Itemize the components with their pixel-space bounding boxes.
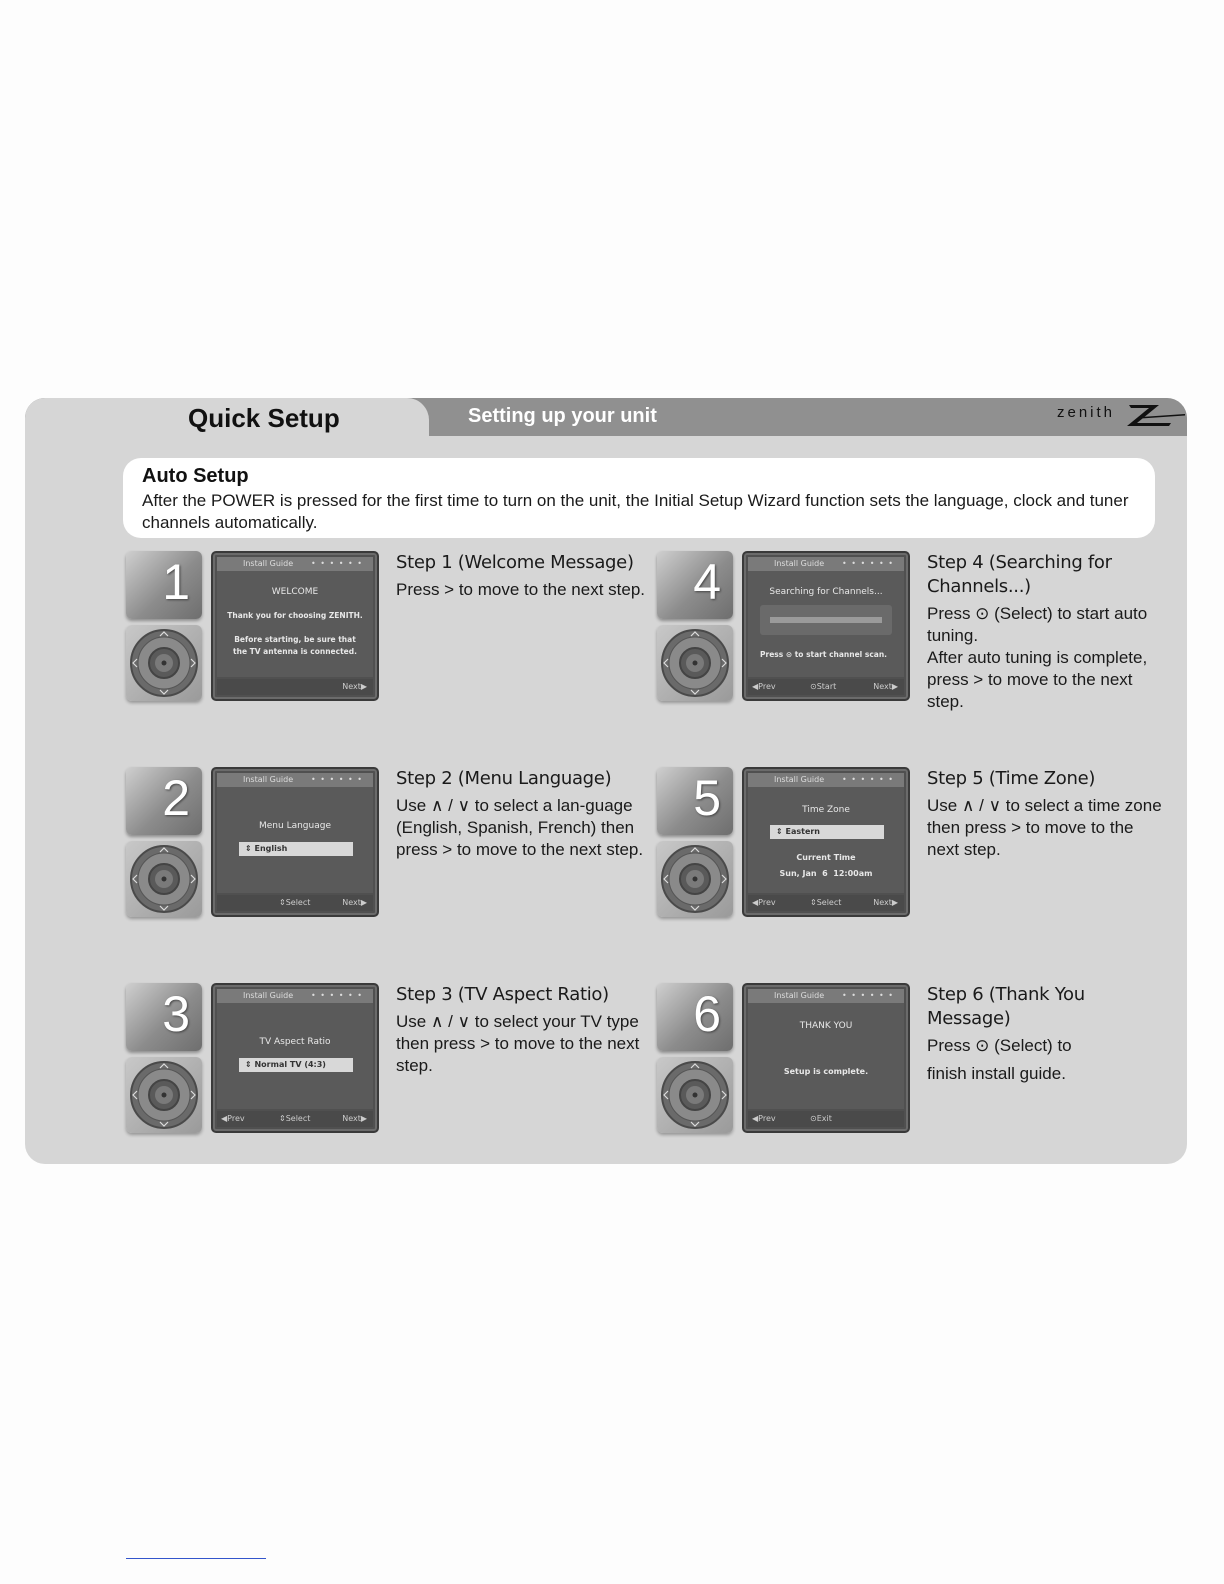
dpad-graphic xyxy=(126,1057,202,1133)
step-text xyxy=(396,767,662,861)
step-description: Press > to move to the next step. xyxy=(396,580,645,599)
prev-hint: ◀Prev xyxy=(752,1114,776,1123)
step-number-tile xyxy=(126,767,202,835)
screen-header xyxy=(217,989,373,1003)
dpad-graphic xyxy=(657,841,733,917)
step-description: Press ⊙ (Select) to start auto tuning. xyxy=(927,604,1148,645)
page-title: Quick Setup xyxy=(188,403,340,433)
step-description: Use ∧ / ∨ to select a time zone then press > to move to the next step. xyxy=(927,796,1162,859)
dpad-graphic xyxy=(126,841,202,917)
screen-header xyxy=(748,989,904,1003)
step-heading: Step 1 (Welcome Message) xyxy=(396,552,634,573)
next-hint: Next▶ xyxy=(342,1114,367,1123)
tv-screen xyxy=(742,551,910,701)
tv-screen xyxy=(742,767,910,917)
step-number-tile xyxy=(126,551,202,619)
install-guide-label: Install Guide xyxy=(243,991,294,1000)
step-number-tile xyxy=(657,983,733,1051)
screen-header xyxy=(217,557,373,571)
step-number: 4 xyxy=(693,554,721,610)
screen-title: THANK YOU xyxy=(799,1021,853,1031)
step-description: After auto tuning is complete, press > to move to the next step. xyxy=(927,648,1148,711)
screen-label: Searching for Channels... xyxy=(769,587,883,597)
screen-label: TV Aspect Ratio xyxy=(259,1037,331,1047)
timezone-select: ⇕ Eastern xyxy=(770,825,884,839)
step-3 xyxy=(126,983,666,1135)
current-time-label: Current Time xyxy=(796,853,856,862)
screen-title: WELCOME xyxy=(271,587,319,597)
screen-footer xyxy=(217,1111,373,1127)
next-hint: Next▶ xyxy=(873,682,898,691)
step-text xyxy=(396,551,662,601)
tv-screen xyxy=(742,983,910,1133)
screen-line: the TV antenna is connected. xyxy=(233,647,357,656)
step-number: 3 xyxy=(162,986,190,1042)
screen-body xyxy=(748,571,904,677)
step-text xyxy=(396,983,662,1077)
remote-dpad-icon xyxy=(126,1057,202,1133)
aspect-select: ⇕ Normal TV (4:3) xyxy=(239,1058,353,1072)
step-description: finish install guide. xyxy=(927,1064,1066,1083)
prev-hint: ◀Prev xyxy=(752,898,776,907)
select-hint: ⇕Select xyxy=(279,1114,311,1123)
progress-dots: • • • • • • xyxy=(841,775,894,784)
install-guide-label: Install Guide xyxy=(774,559,825,568)
auto-setup-title: Auto Setup xyxy=(142,465,249,487)
zenith-z-icon xyxy=(1123,402,1187,428)
screen-footer xyxy=(748,679,904,695)
step-number: 5 xyxy=(693,770,721,826)
step-number-tile xyxy=(657,551,733,619)
remote-dpad-icon xyxy=(657,841,733,917)
auto-setup-box xyxy=(123,458,1155,538)
step-heading: Step 6 (Thank You Message) xyxy=(927,984,1085,1029)
remote-dpad-icon xyxy=(657,1057,733,1133)
install-guide-label: Install Guide xyxy=(774,991,825,1000)
install-guide-label: Install Guide xyxy=(243,559,294,568)
screen-label: Time Zone xyxy=(802,805,850,815)
screen-footer xyxy=(748,895,904,911)
prev-hint: ◀Prev xyxy=(221,1114,245,1123)
step-text xyxy=(927,551,1167,713)
screen-footer xyxy=(217,895,373,911)
progress-dots: • • • • • • xyxy=(310,559,363,568)
next-hint: Next▶ xyxy=(342,682,367,691)
prev-hint: ◀Prev xyxy=(752,682,776,691)
step-number: 1 xyxy=(162,554,190,610)
quick-setup-panel xyxy=(25,398,1187,1164)
language-select: ⇕ English xyxy=(239,842,353,856)
screen-label: Menu Language xyxy=(259,821,331,831)
tv-screen xyxy=(211,983,379,1133)
auto-setup-body: After the POWER is pressed for the first time to turn on the unit, the Initial Setup Wizard function sets the language, clock and tuner channels automatically. xyxy=(142,491,1129,532)
screen-footer xyxy=(217,679,373,695)
step-heading: Step 3 (TV Aspect Ratio) xyxy=(396,984,609,1005)
screen-line: Before starting, be sure that xyxy=(234,635,356,644)
screen-header xyxy=(748,773,904,787)
progress-dots: • • • • • • xyxy=(310,991,363,1000)
step-text xyxy=(927,983,1167,1085)
footnote-rule xyxy=(126,1558,266,1559)
brand-logo xyxy=(1057,404,1115,421)
dpad-graphic xyxy=(126,625,202,701)
step-5 xyxy=(657,767,1187,919)
screen-line: Thank you for choosing ZENITH. xyxy=(227,611,363,620)
remote-dpad-icon xyxy=(126,625,202,701)
step-6 xyxy=(657,983,1187,1135)
scan-progress-bar xyxy=(760,605,892,635)
step-description: Press ⊙ (Select) to xyxy=(927,1036,1072,1055)
install-guide-label: Install Guide xyxy=(774,775,825,784)
select-hint: ⇕Select xyxy=(279,898,311,907)
screen-body xyxy=(217,571,373,677)
screen-body xyxy=(748,1003,904,1109)
step-number: 6 xyxy=(693,986,721,1042)
step-text xyxy=(927,767,1167,861)
current-time-value: Sun, Jan 6 12:00am xyxy=(779,869,873,878)
step-4 xyxy=(657,551,1187,711)
brand-name: zenith xyxy=(1057,404,1116,421)
next-hint: Next▶ xyxy=(873,898,898,907)
exit-hint: ⊙Exit xyxy=(810,1114,832,1123)
dpad-graphic xyxy=(657,1057,733,1133)
screen-line: Setup is complete. xyxy=(783,1067,869,1076)
install-guide-label: Install Guide xyxy=(243,775,294,784)
page-subtitle: Setting up your unit xyxy=(468,405,657,427)
progress-dots: • • • • • • xyxy=(841,559,894,568)
step-heading: Step 4 (Searching for Channels...) xyxy=(927,552,1112,597)
step-number-tile xyxy=(657,767,733,835)
step-description: Use ∧ / ∨ to select your TV type then press > to move to the next step. xyxy=(396,1012,640,1075)
step-heading: Step 5 (Time Zone) xyxy=(927,768,1096,789)
scan-hint: Press ⊙ to start channel scan. xyxy=(760,650,888,659)
screen-header xyxy=(748,557,904,571)
select-hint: ⇕Select xyxy=(810,898,842,907)
start-hint: ⊙Start xyxy=(810,682,837,691)
next-hint: Next▶ xyxy=(342,898,367,907)
tv-screen xyxy=(211,551,379,701)
screen-body xyxy=(217,1003,373,1109)
step-number-tile xyxy=(126,983,202,1051)
step-description: Use ∧ / ∨ to select a lan-guage (English, Spanish, French) then press > to move to the next step. xyxy=(396,796,644,859)
remote-dpad-icon xyxy=(126,841,202,917)
progress-dots: • • • • • • xyxy=(841,991,894,1000)
progress-dots: • • • • • • xyxy=(310,775,363,784)
tv-screen xyxy=(211,767,379,917)
dpad-graphic xyxy=(657,625,733,701)
screen-footer xyxy=(748,1111,904,1127)
remote-dpad-icon xyxy=(657,625,733,701)
step-1 xyxy=(126,551,666,703)
screen-header xyxy=(217,773,373,787)
step-2 xyxy=(126,767,666,919)
step-number: 2 xyxy=(162,770,190,826)
step-heading: Step 2 (Menu Language) xyxy=(396,768,612,789)
screen-body xyxy=(748,787,904,893)
screen-body xyxy=(217,787,373,893)
